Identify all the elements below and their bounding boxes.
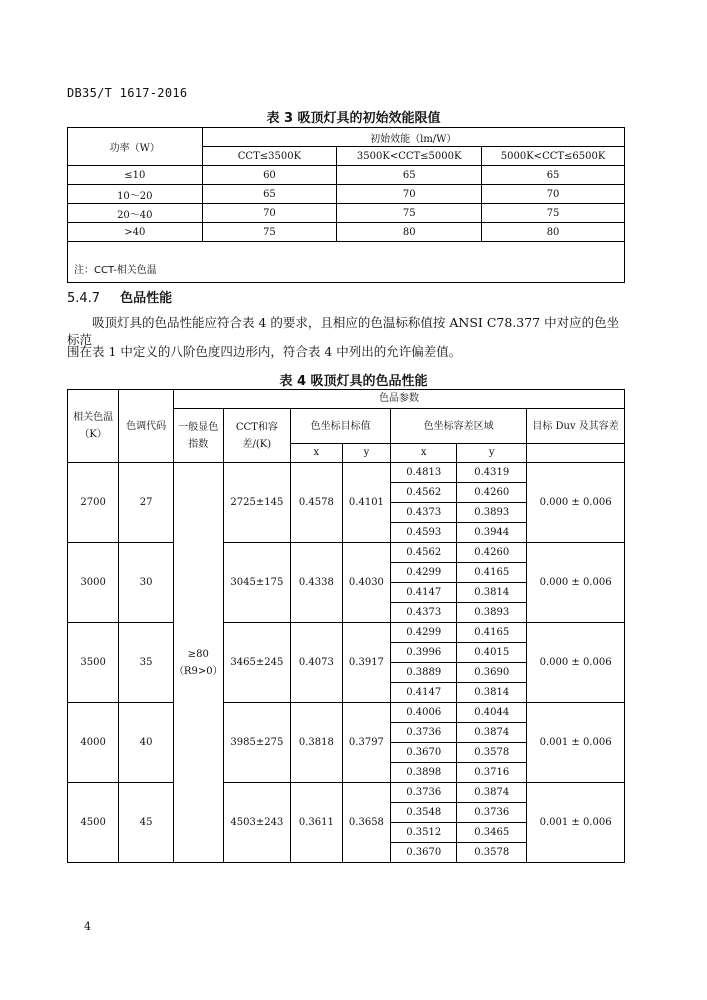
cell: 60: [202, 166, 337, 185]
region-x: 0.3670: [391, 743, 457, 763]
region-y: 0.3814: [457, 583, 527, 603]
table-row: [68, 223, 625, 242]
region-x: 0.4373: [391, 603, 457, 623]
code: 27: [119, 463, 174, 543]
header-x: x: [391, 444, 457, 463]
cell: 20～40: [68, 204, 203, 223]
header-x: x: [291, 444, 343, 463]
cell: 70: [337, 185, 482, 204]
region-x: 0.3670: [391, 843, 457, 863]
region-y: 0.4260: [457, 543, 527, 563]
cell: 80: [337, 223, 482, 242]
section-heading: [67, 287, 172, 306]
region-y: 0.4260: [457, 483, 527, 503]
target-x: 0.4073: [291, 623, 343, 703]
duv: 0.000 ± 0.006: [527, 463, 625, 543]
header-target: 色坐标目标值: [291, 409, 391, 444]
target-x: 0.4338: [291, 543, 343, 623]
cell: 70: [482, 185, 625, 204]
target-x: 0.3818: [291, 703, 343, 783]
region-x: 0.4147: [391, 583, 457, 603]
cell: 65: [202, 185, 337, 204]
region-y: 0.3944: [457, 523, 527, 543]
tolerance: 4503±243: [223, 783, 291, 863]
cell: 75: [482, 204, 625, 223]
header-y: y: [457, 444, 527, 463]
table-row: [68, 783, 625, 803]
table4-chromaticity: [67, 389, 625, 863]
cct: 3500: [68, 623, 119, 703]
target-y: 0.3658: [342, 783, 391, 863]
cell: ≤10: [68, 166, 203, 185]
duv: 0.000 ± 0.006: [527, 623, 625, 703]
cell: 65: [482, 166, 625, 185]
region-x: 0.4373: [391, 503, 457, 523]
target-y: 0.4101: [342, 463, 391, 543]
header-duv: 目标 Duv 及其容差: [527, 409, 625, 444]
region-x: 0.4562: [391, 483, 457, 503]
header-cct: 相关色温（K）: [68, 390, 119, 463]
section-title: 色品性能: [120, 291, 173, 306]
region-x: 0.3548: [391, 803, 457, 823]
sub-header: 5000K<CCT≤6500K: [482, 147, 625, 166]
col-efficacy: 初始效能（lm/W）: [202, 128, 624, 147]
region-y: 0.3893: [457, 603, 527, 623]
cri-value: ≥80（R9>0）: [173, 463, 223, 863]
table-row: [68, 623, 625, 643]
region-x: 0.3889: [391, 663, 457, 683]
region-x: 0.4147: [391, 683, 457, 703]
region-y: 0.4015: [457, 643, 527, 663]
header-region: 色坐标容差区域: [391, 409, 527, 444]
section-number: 5.4.7: [67, 291, 101, 306]
region-x: 0.4593: [391, 523, 457, 543]
cct: 4000: [68, 703, 119, 783]
region-y: 0.4319: [457, 463, 527, 483]
target-x: 0.4578: [291, 463, 343, 543]
code: 40: [119, 703, 174, 783]
table-row: [68, 204, 625, 223]
duv: 0.001 ± 0.006: [527, 783, 625, 863]
region-x: 0.3736: [391, 723, 457, 743]
region-y: 0.4165: [457, 623, 527, 643]
paragraph-line-2: 围在表 1 中定义的八阶色度四边形内，符合表 4 中列出的允许偏差值。: [67, 344, 462, 359]
table4-title: 表 4 吸顶灯具的色品性能: [279, 374, 428, 389]
cell: 75: [202, 223, 337, 242]
header-code: 色调代码: [119, 390, 174, 463]
region-y: 0.4044: [457, 703, 527, 723]
region-y: 0.3690: [457, 663, 527, 683]
cell: 10～20: [68, 185, 203, 204]
header-tolerance: CCT和容差/(K): [223, 409, 291, 463]
document-id: DB35/T 1617-2016: [67, 86, 188, 100]
cct: 3000: [68, 543, 119, 623]
region-x: 0.3898: [391, 763, 457, 783]
cell: >40: [68, 223, 203, 242]
tolerance: 3985±275: [223, 703, 291, 783]
region-x: 0.4006: [391, 703, 457, 723]
target-y: 0.3917: [342, 623, 391, 703]
region-x: 0.4562: [391, 543, 457, 563]
duv: 0.001 ± 0.006: [527, 703, 625, 783]
cct: 4500: [68, 783, 119, 863]
table-row: [68, 703, 625, 723]
tolerance: 3045±175: [223, 543, 291, 623]
table3-initial-efficacy: [67, 127, 625, 283]
duv: 0.000 ± 0.006: [527, 543, 625, 623]
tolerance: 3465±245: [223, 623, 291, 703]
cell: 65: [337, 166, 482, 185]
region-y: 0.4165: [457, 563, 527, 583]
header-params: 色品参数: [173, 390, 624, 409]
code: 30: [119, 543, 174, 623]
region-y: 0.3736: [457, 803, 527, 823]
region-x: 0.3736: [391, 783, 457, 803]
target-y: 0.3797: [342, 703, 391, 783]
target-y: 0.4030: [342, 543, 391, 623]
page-number: 4: [84, 920, 91, 933]
region-x: 0.3512: [391, 823, 457, 843]
code: 45: [119, 783, 174, 863]
target-x: 0.3611: [291, 783, 343, 863]
region-y: 0.3874: [457, 723, 527, 743]
empty-cell: [527, 444, 625, 463]
col-power: 功率（W）: [68, 128, 203, 166]
table-row: [68, 463, 625, 483]
region-y: 0.3578: [457, 743, 527, 763]
region-y: 0.3716: [457, 763, 527, 783]
table-row: [68, 166, 625, 185]
cell: 75: [337, 204, 482, 223]
region-x: 0.4299: [391, 563, 457, 583]
region-x: 0.4813: [391, 463, 457, 483]
region-y: 0.3465: [457, 823, 527, 843]
table-row: [68, 185, 625, 204]
region-y: 0.3893: [457, 503, 527, 523]
paragraph-line-1: 吸顶灯具的色品性能应符合表 4 的要求，且相应的色温标称值按 ANSI C78.377 中对应的色坐标范: [67, 315, 620, 347]
header-y: y: [342, 444, 391, 463]
sub-header: CCT≤3500K: [202, 147, 337, 166]
region-x: 0.4299: [391, 623, 457, 643]
region-y: 0.3874: [457, 783, 527, 803]
header-cri: 一般显色指数: [173, 409, 223, 463]
tolerance: 2725±145: [223, 463, 291, 543]
region-y: 0.3814: [457, 683, 527, 703]
table-row: [68, 543, 625, 563]
region-y: 0.3578: [457, 843, 527, 863]
cell: 80: [482, 223, 625, 242]
sub-header: 3500K<CCT≤5000K: [337, 147, 482, 166]
table3-note: 注：CCT-相关色温: [68, 242, 625, 283]
code: 35: [119, 623, 174, 703]
table3-title: 表 3 吸顶灯具的初始效能限值: [266, 111, 441, 126]
cct: 2700: [68, 463, 119, 543]
cell: 70: [202, 204, 337, 223]
region-x: 0.3996: [391, 643, 457, 663]
